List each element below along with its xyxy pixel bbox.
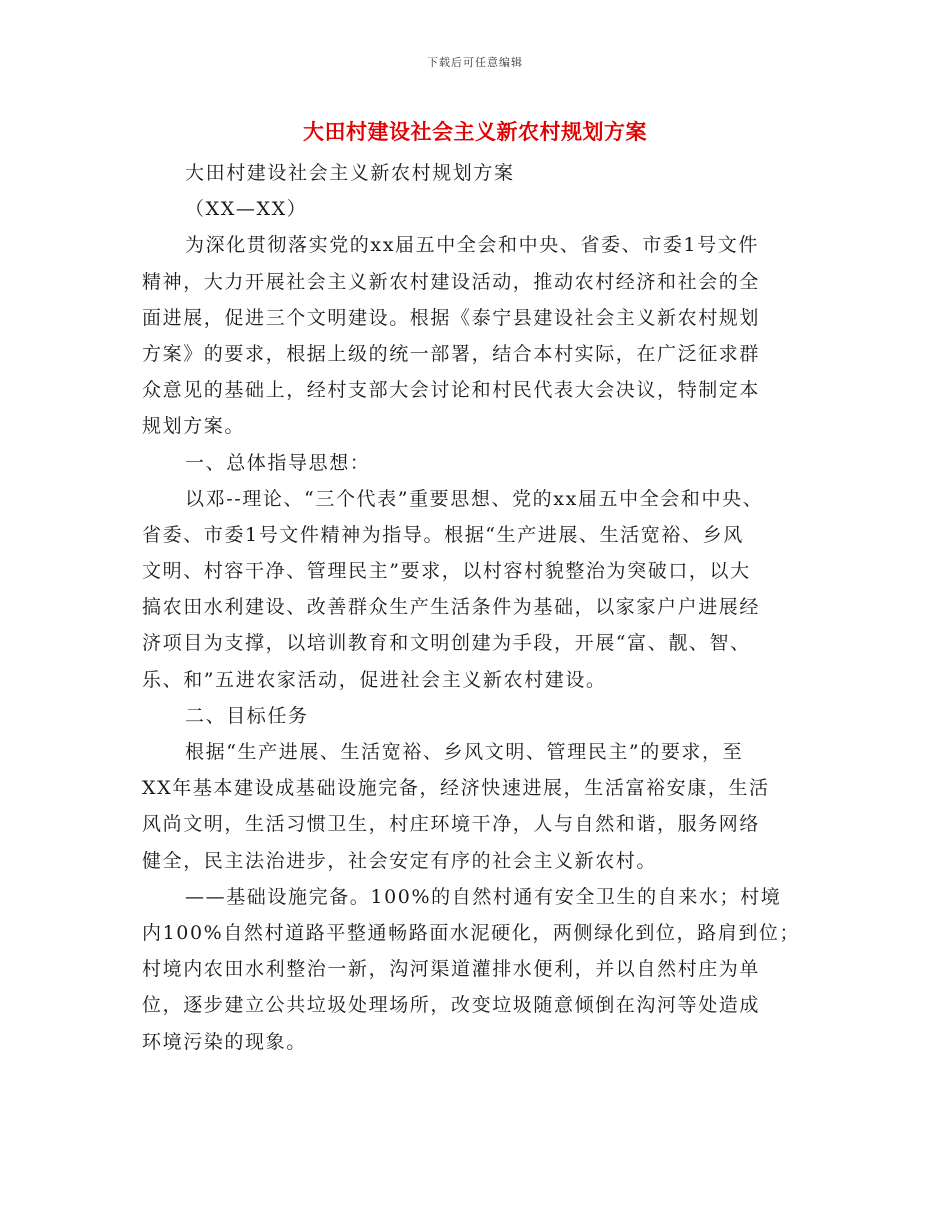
body-line: 精神，大力开展社会主义新农村建设活动，推动农村经济和社会的全 bbox=[142, 270, 761, 293]
body-line: 风尚文明，生活习惯卫生，村庄环境干净，人与自然和谐，服务网络 bbox=[142, 813, 761, 836]
body-line: 环境污染的现象。 bbox=[142, 1030, 307, 1053]
body-line: （XX—XX） bbox=[185, 198, 308, 221]
body-line: 位，逐步建立公共垃圾处理场所，改变垃圾随意倾倒在沟河等处造成 bbox=[142, 994, 761, 1017]
body-line: 为深化贯彻落实党的xx届五中全会和中央、省委、市委1号文件 bbox=[185, 234, 759, 257]
body-line: 大田村建设社会主义新农村规划方案 bbox=[185, 162, 515, 184]
body-line: ——基础设施完备。100%的自然村通有安全卫生的自来水；村境 bbox=[185, 885, 782, 908]
body-line: 面进展，促进三个文明建设。根据《泰宁县建设社会主义新农村规划 bbox=[142, 306, 761, 329]
body-line: 众意见的基础上，经村支部大会讨论和村民代表大会决议，特制定本 bbox=[142, 379, 761, 402]
body-line: 乐、和”五进农家活动，促进社会主义新农村建设。 bbox=[142, 668, 607, 691]
body-line: 规划方案。 bbox=[142, 415, 246, 438]
body-line: 搞农田水利建设、改善群众生产生活条件为基础，以家家户户进展经 bbox=[142, 596, 761, 619]
body-line: 以邓--理论、“三个代表”重要思想、党的xx届五中全会和中央、 bbox=[185, 487, 764, 510]
body-line: 健全，民主法治进步，社会安定有序的社会主义新农村。 bbox=[142, 849, 658, 872]
body-line: 村境内农田水利整治一新，沟河渠道灌排水便利，并以自然村庄为单 bbox=[142, 958, 761, 981]
body-line: 二、目标任务 bbox=[185, 704, 309, 727]
body-line: 济项目为支撑，以培训教育和文明创建为手段，开展“富、靓、智、 bbox=[142, 632, 751, 655]
header-note: 下载后可任意编辑 bbox=[427, 56, 523, 69]
body-line: 内100%自然村道路平整通畅路面水泥硬化，两侧绿化到位，路肩到位； bbox=[142, 921, 801, 944]
body-line: 文明、村容干净、管理民主”要求，以村容村貌整治为突破口，以大 bbox=[142, 560, 751, 583]
body-line: 方案》的要求，根据上级的统一部署，结合本村实际，在广泛征求群 bbox=[142, 342, 761, 365]
body-line: 一、总体指导思想： bbox=[185, 451, 371, 474]
body-line: XX年基本建设成基础设施完备，经济快速进展，生活富裕安康，生活 bbox=[142, 777, 770, 800]
document-title: 大田村建设社会主义新农村规划方案 bbox=[303, 119, 647, 144]
body-line: 根据“生产进展、生活宽裕、乡风文明、管理民主”的要求，至 bbox=[185, 741, 744, 763]
body-line: 省委、市委1号文件精神为指导。根据“生产进展、生活宽裕、乡风 bbox=[142, 523, 744, 546]
document-body bbox=[142, 155, 817, 1060]
